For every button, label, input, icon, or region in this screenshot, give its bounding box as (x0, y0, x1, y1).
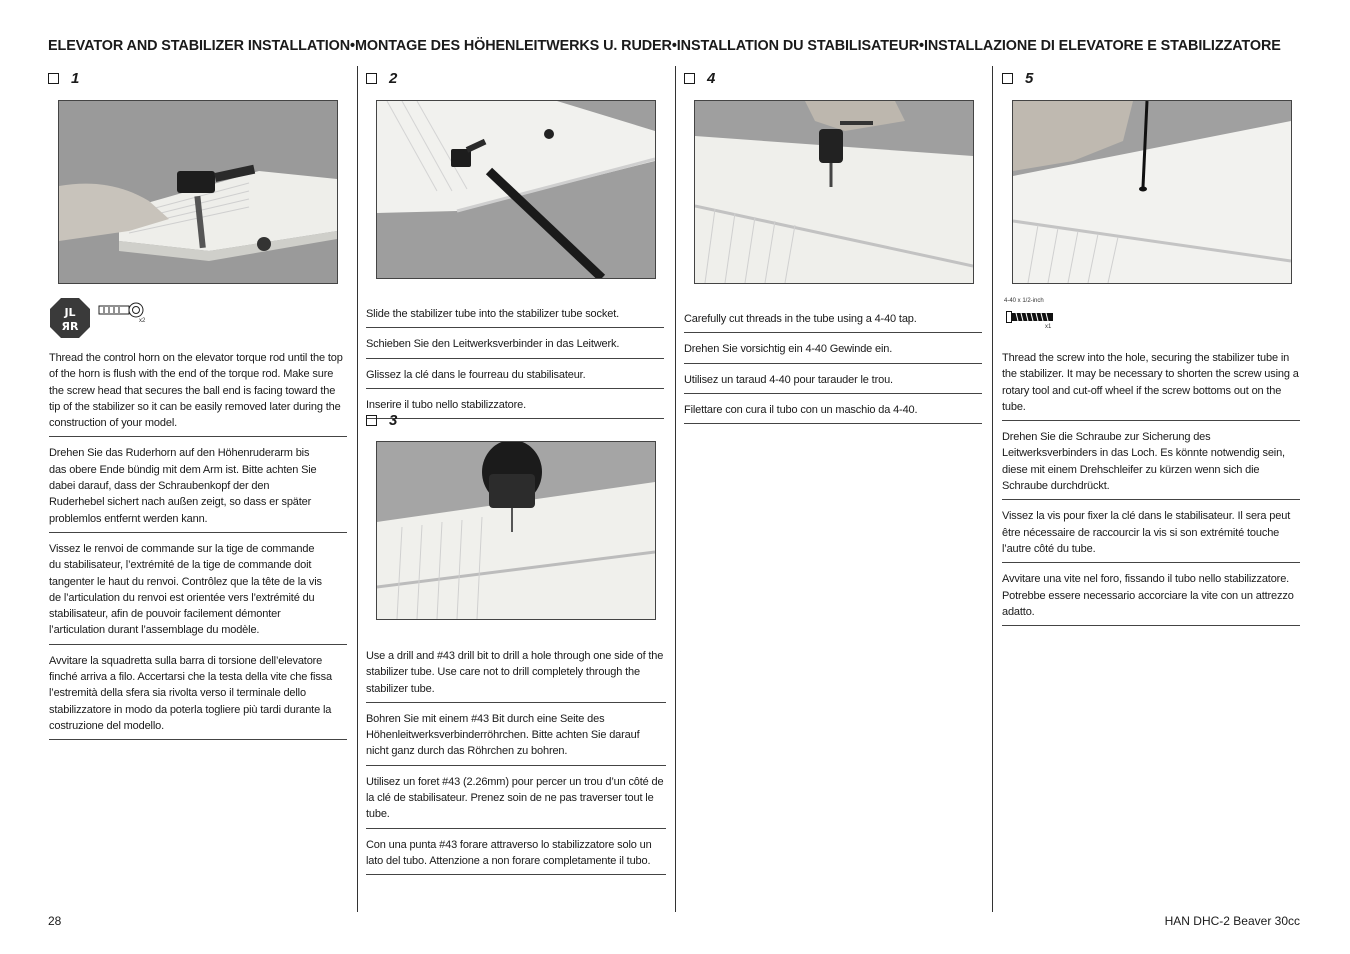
step-2-checkbox[interactable] (366, 73, 377, 84)
step-3-photo (376, 441, 656, 620)
step-5-header (1002, 70, 1033, 87)
step-1-paragraph-en: Thread the control horn on the elevator torque rod until the top of the horn is flush with the end of the torque rod. Make sure the screw head that secures the ball end is facing toward the tip of the stabilizer so it can be easily removed later during the construction of your model. (49, 350, 347, 437)
step-5-paragraph-en: Thread the screw into the hole, securing the stabilizer tube in the stabilizer. It may be necessary to shorten the screw using a rotary tool and cut-off wheel if the screw bottoms out on the tube. (1002, 350, 1300, 421)
step-2-paragraph-it: Inserire il tubo nello stabilizzatore. (366, 397, 664, 419)
step-5-photo (1012, 100, 1292, 284)
step-3-number: 3 (389, 412, 398, 429)
step-2-photo (376, 100, 656, 279)
step-2-paragraph-fr: Glissez la clé dans le fourreau du stabilisateur. (366, 367, 664, 389)
step-1-hardware-qty: x2 (139, 318, 146, 324)
step-5-hardware-label: 4-40 x 1/2-inch (1004, 298, 1044, 304)
step-1-header (48, 70, 79, 87)
step-5-hardware-qty: x1 (1045, 324, 1052, 330)
step-2-header (366, 70, 397, 87)
step-4-text (684, 311, 982, 432)
step-4-paragraph-it: Filettare con cura il tubo con un maschio da 4-40. (684, 402, 982, 424)
step-1-paragraph-it: Avvitare la squadretta sulla barra di torsione dell’elevatore finché arriva a filo. Accertarsi che la testa della vite che fissa l’estremità della sfera sia rivolta verso il terminale dello stabilizzatore in modo da poterla togliere più tardi durante la costruzione del modello. (49, 653, 347, 740)
step-3-text (366, 648, 666, 883)
column-divider (357, 66, 358, 912)
threadlock-icon (49, 297, 91, 339)
step-1-paragraph-fr: Vissez le renvoi de commande sur la tige de commande du stabilisateur, l’extrémité de la tige de commande doit tangenter le haut du renvoi. Contrôlez que la tête de la vis de l’articulation du renvoi est orientée vers l’extrémité du stabilisateur, afin de pouvoir facilement démonter l’articulation durant l’assemblage du modèle. (49, 541, 347, 645)
step-4-number: 4 (707, 70, 716, 87)
step-2-text (366, 306, 664, 427)
step-5-paragraph-it: Avvitare una vite nel foro, fissando il tubo nello stabilizzatore. Potrebbe essere necessario accorciare la vite con un attrezzo adatto. (1002, 571, 1300, 626)
step-5-checkbox[interactable] (1002, 73, 1013, 84)
step-3-paragraph-en: Use a drill and #43 drill bit to drill a hole through one side of the stabilizer tube. Use care not to drill completely through the stabilizer tube. (366, 648, 666, 703)
step-4-checkbox[interactable] (684, 73, 695, 84)
svg-text:ЯR: ЯR (61, 320, 79, 333)
step-2-paragraph-de: Schieben Sie den Leitwerksverbinder in das Leitwerk. (366, 336, 664, 358)
step-3-paragraph-de: Bohren Sie mit einem #43 Bit durch eine Seite des Höhenleitwerksverbinderröhrchen. Bitte achten Sie darauf nicht ganz durch das Röhrchen zu bohren. (366, 711, 666, 766)
step-3-paragraph-it: Con una punta #43 forare attraverso lo stabilizzatore solo un lato del tubo. Attenzione a non forare completamente il tubo. (366, 837, 666, 876)
step-4-paragraph-fr: Utilisez un taraud 4-40 pour tarauder le trou. (684, 372, 982, 394)
step-1-number: 1 (71, 70, 80, 87)
step-5-paragraph-de: Drehen Sie die Schraube zur Sicherung des Leitwerksverbinders in das Loch. Es könnte notwendig sein, diese mit einem Drehschleifer zu kürzen wenn sich die Schraube durchdrückt. (1002, 429, 1300, 500)
step-1-photo (58, 100, 338, 284)
step-2-paragraph-en: Slide the stabilizer tube into the stabilizer tube socket. (366, 306, 664, 328)
model-name: HAN DHC-2 Beaver 30cc (1164, 914, 1300, 928)
step-1-text (49, 350, 347, 748)
step-5-paragraph-fr: Vissez la vis pour fixer la clé dans le stabilisateur. Il sera peut être nécessaire de raccourcir la vis si son extrémité touche l’autre côté du tube. (1002, 508, 1300, 563)
step-3-checkbox[interactable] (366, 415, 377, 426)
step-2-number: 2 (389, 70, 398, 87)
step-4-paragraph-de: Drehen Sie vorsichtig ein 4-40 Gewinde ein. (684, 341, 982, 363)
column-divider (675, 66, 676, 912)
step-5-text (1002, 350, 1300, 634)
page-title: ELEVATOR AND STABILIZER INSTALLATION•MONTAGE DES HÖHENLEITWERKS U. RUDER•INSTALLATION DU STABILISATEUR•INSTALLAZIONE DI ELEVATORE E STABILIZZATORE (48, 38, 1281, 54)
page-number: 28 (48, 914, 62, 928)
step-1-paragraph-de: Drehen Sie das Ruderhorn auf den Höhenruderarm bis das obere Ende bündig mit dem Arm ist. Bitte achten Sie dabei darauf, dass der Schraubenkopf der den Ruderhebel sichert nach außen zeigt, so dass er später problemlos entfernt werden kann. (49, 445, 347, 532)
step-4-header (684, 70, 715, 87)
step-3-header (366, 412, 397, 429)
step-1-checkbox[interactable] (48, 73, 59, 84)
column-divider (992, 66, 993, 912)
step-3-paragraph-fr: Utilisez un foret #43 (2.26mm) pour percer un trou d’un côté de la clé de stabilisateur. Prenez soin de ne pas traverser tout le tube. (366, 774, 666, 829)
step-4-photo (694, 100, 974, 284)
step-4-paragraph-en: Carefully cut threads in the tube using a 4-40 tap. (684, 311, 982, 333)
svg-text:JL: JL (64, 306, 76, 319)
step-5-number: 5 (1025, 70, 1034, 87)
